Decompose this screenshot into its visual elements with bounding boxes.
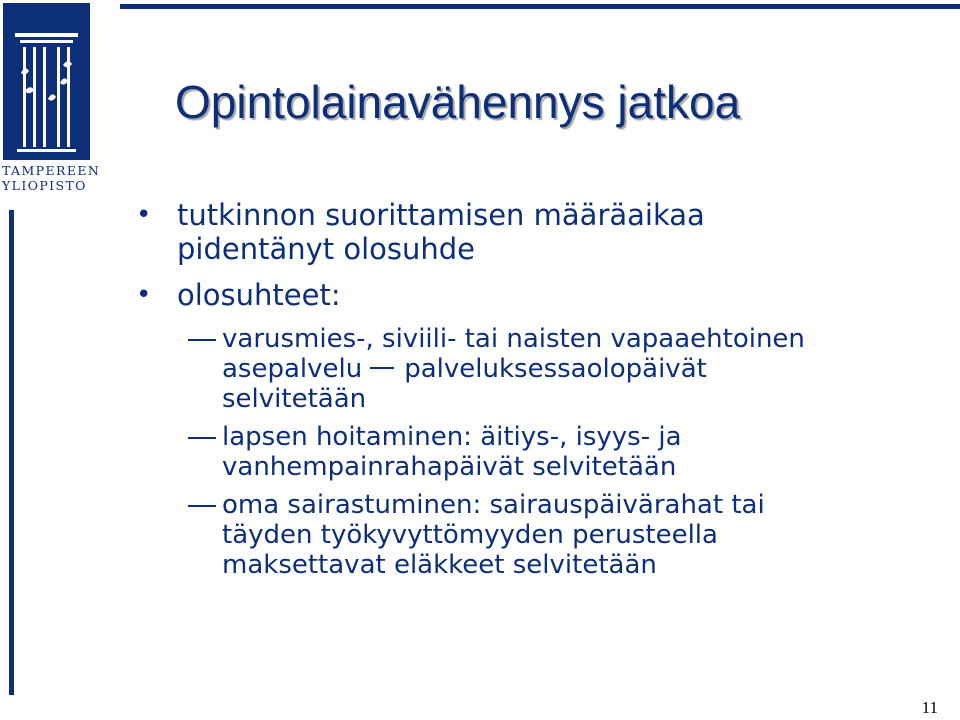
bullet-line: tutkinnon suorittamisen määräaikaa [177, 198, 705, 232]
sub-line: varusmies-, siviili- tai naisten vapaaehtoinen [222, 324, 805, 354]
bullet-dot-icon: • [136, 280, 152, 310]
dash-icon [188, 505, 216, 507]
bullet-line: olosuhteet: [177, 278, 341, 312]
sub-line: maksettavat eläkkeet selvitetään [222, 550, 657, 580]
sub-line [222, 354, 920, 384]
university-logo [3, 3, 90, 160]
dash-icon [188, 339, 216, 341]
sub-line: selvitetään [222, 384, 367, 414]
sub-line: täyden työkyvyttömyyden perusteella [222, 520, 718, 550]
logo-text-yliopisto: YLIOPISTO [2, 178, 87, 193]
sub-line: oma sairastuminen: sairauspäivärahat tai [222, 490, 765, 520]
bullet-dot-icon: • [136, 200, 152, 230]
bullet-item [130, 198, 920, 266]
sub-line: lapsen hoitaminen: äitiys-, isyys- ja [222, 422, 682, 452]
bullet-line: pidentänyt olosuhde [177, 232, 476, 266]
sub-item [130, 422, 920, 482]
dash-icon [370, 367, 394, 369]
sub-item [130, 324, 920, 414]
sub-line-part: palveluksessaolopäivät [404, 354, 707, 384]
slide-title: Opintolainavähennys jatkoa [175, 76, 741, 128]
dash-icon [188, 437, 216, 439]
sub-line: vanhempainrahapäivät selvitetään [222, 452, 677, 482]
page-number: 11 [921, 698, 938, 717]
sub-line-part: asepalvelu [222, 354, 363, 384]
sub-item [130, 490, 920, 580]
column-emblem-icon [3, 3, 90, 160]
top-divider [120, 4, 960, 9]
slide-content [130, 198, 920, 588]
logo-text-tampereen: TAMPEREEN [2, 163, 101, 178]
side-divider [9, 210, 14, 695]
bullet-item [130, 278, 920, 312]
